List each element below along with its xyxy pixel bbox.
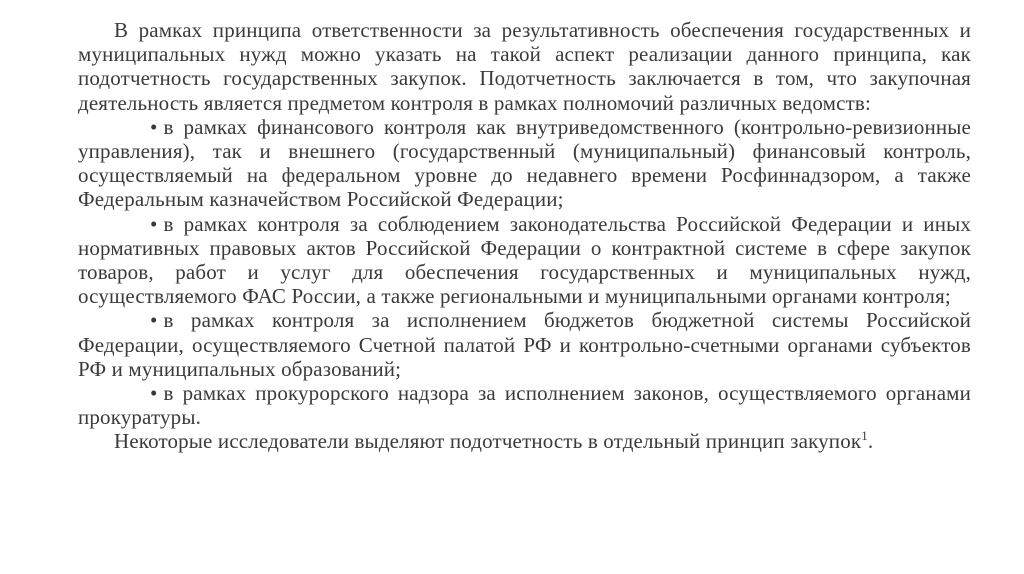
bullet-text: в рамках финансового контроля как внутриведомственного (контрольно-ревизионные управления), так и внешнего (государственный (муниципальный) финансовый контроль, осуществляемый на федеральном уровне до недавнего времени Росфиннадзором, а также Федеральным казначейством Российской Федерации; <box>78 114 971 212</box>
bullet-mark: • <box>150 308 158 333</box>
footnote-marker[interactable]: 1 <box>861 428 868 444</box>
closing-paragraph: Некоторые исследователи выделяют подотчетность в отдельный принцип закупок$^1$. <box>114 428 874 454</box>
bullet-text: в рамках прокурорского надзора за исполнением законов, осуществляемого органами прокуратуры. <box>78 381 971 430</box>
bullet-text: в рамках контроля за соблюдением законодательства Российской Федерации и иных нормативных правовых актов Российской Федерации о контрактной системе в сфере закупок товаров, работ и услуг для обеспечения государственных и муниципальных нужд, осуществляемого ФАС России, а также региональными и муниципальными органами контроля; <box>78 211 971 309</box>
bullet-text: в рамках контроля за исполнением бюджетов бюджетной системы Российской Федерации, осуществляемого Счетной палатой РФ и контрольно-счетными органами субъектов РФ и муниципальных образований; <box>78 308 971 381</box>
bullet-item-budget-control <box>78 308 971 381</box>
bullet-item-prosecutor-supervision <box>78 381 971 429</box>
bullet-mark: • <box>150 211 158 236</box>
document-text <box>78 18 971 454</box>
intro-paragraph: В рамках принципа ответственности за результативность обеспечения государственных и муниципальных нужд можно указать на такой аспект реализации данного принципа, как подотчетность государственных закупок. Подотчетность заключается в том, что закупочная деятельность является предметом контроля в рамках полномочий различных ведомств: <box>78 18 971 115</box>
bullet-mark: • <box>150 381 158 406</box>
bullet-mark: • <box>150 114 158 139</box>
bullet-item-financial-control <box>78 115 971 212</box>
bullet-item-legislation-control <box>78 212 971 309</box>
closing-text: Некоторые исследователи выделяют подотчетность в отдельный принцип закупок <box>114 429 862 454</box>
